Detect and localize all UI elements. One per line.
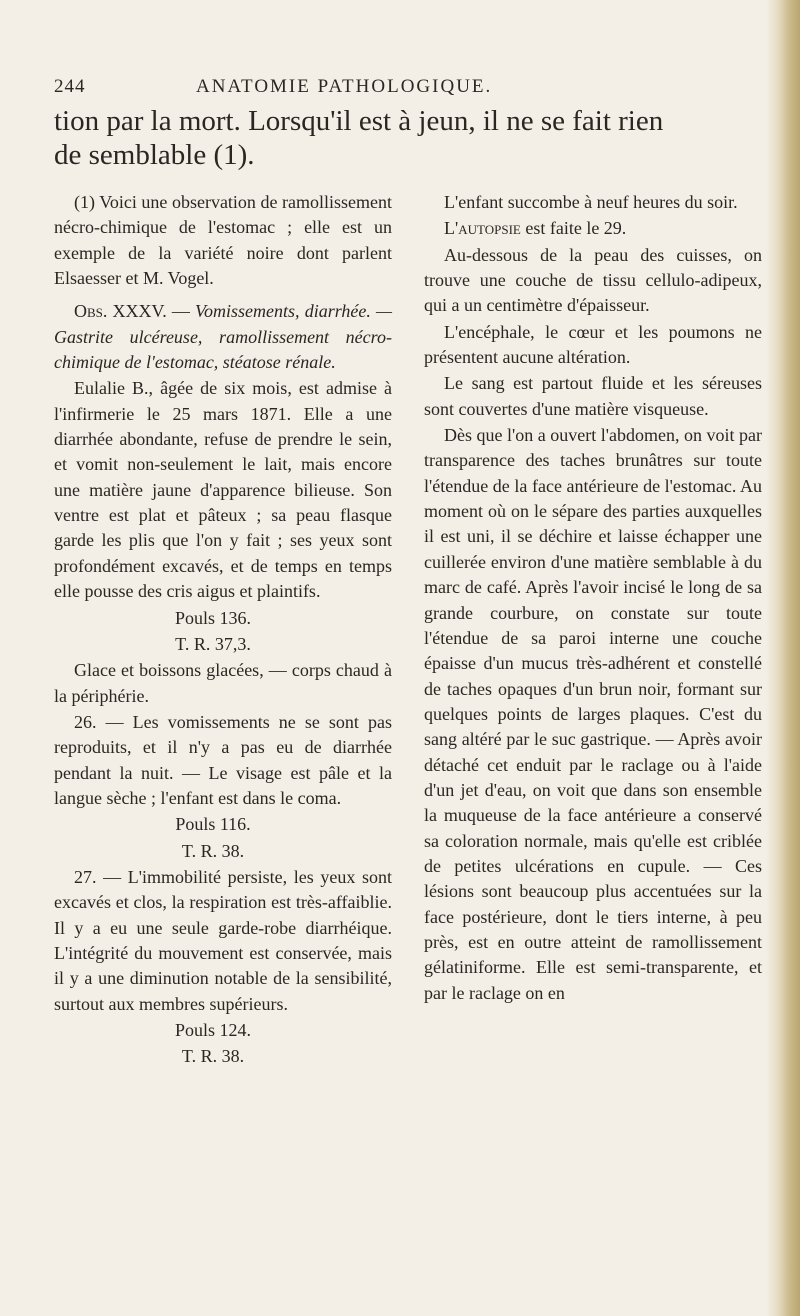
right-column [424,190,762,1006]
running-title: ANATOMIE PATHOLOGIQUE. [196,76,493,97]
paragraph: Dès que l'on a ouvert l'abdomen, on voit par transparence des taches brunâtres sur toute l'étendue de la face antérieure de l'estomac. Au moment où on le sépare des parties auxquelles il est uni, il se déchire et laisse échapper une cuillerée environ d'une matière semblable à du marc de café. Après l'avoir incisé le long de sa grande courbure, on constate sur toute l'étendue de sa paroi interne une couche épaisse d'un mucus très-adhérent et constellé de taches opaques d'un brun noir, formant sur quelques points de larges plaques. C'est du sang altéré par le suc gastrique. — Après avoir détaché cet enduit par le raclage ou à l'aide d'un jet d'eau, on voit que dans son ensemble la muqueuse de la face antérieure a conservé sa coloration normale, mais qu'elle est criblée de petites ulcérations en cupule. — Ces lésions sont beaucoup plus accentuées sur la face postérieure, dont le tiers interne, à peu près, est en outre atteint de ramollissement gélatiniforme. Elle est semi-transparente, et par le raclage on en [424,425,762,1003]
paragraph: Au-dessous de la peau des cuisses, on trouve une couche de tissu cellulo-adipeux, qui a un centimètre d'épaisseur. [424,244,762,316]
lead-text [54,104,794,172]
observation-label: Obs. XXXV. — [74,301,190,322]
paragraph: Glace et boissons glacées, — corps chaud à la périphérie. [54,660,392,706]
paragraph: Eulalie B., âgée de six mois, est admise à l'infirmerie le 25 mars 1871. Elle a une diarrhée abondante, refuse de prendre le sein, et vomit non-seulement le lait, mais encore une matière jaune d'apparence bilieuse. Son ventre est plat et pâteux ; sa peau flasque garde les plis que l'on y fait ; ses yeux sont profondément excavés, et de temps en temps elle pousse des cris aigus et plaintifs. [54,378,392,602]
page-edge-shadow [766,0,800,1316]
paragraph: 26. — Les vomissements ne se sont pas reproduits, et il n'y a pas eu de diarrhée pendant la nuit. — Le visage est pâle et la langue sèche ; l'enfant est dans le coma. [54,711,392,808]
lead-line-1: tion par la mort. Lorsqu'il est à jeun, il ne se fait rien [54,105,664,137]
observation-title: Vomissements, diarrhée. — Gastrite ulcéreuse, ramollissement nécro-chimique de l'estomac, stéatose rénale. [54,301,393,373]
paragraph: L'enfant succombe à neuf heures du soir. [444,192,738,212]
autopsy-text: est faite le 29. [525,218,627,239]
pulse-reading: Pouls 124. [174,1020,252,1040]
temperature-reading: T. R. 38. [181,840,245,861]
pulse-reading: Pouls 116. [175,814,251,835]
temperature-reading: T. R. 38. [181,1046,245,1067]
left-column [54,190,392,1070]
paragraph: 27. — L'immobilité persiste, les yeux sont excavés et clos, la respiration est très-affaiblie. Il y a eu une seule garde-robe diarrhéique. L'intégrité du mouvement est conservée, mais il y a une diminution notable de la sensibilité, surtout aux membres supérieurs. [54,866,392,1014]
page-header [54,76,754,106]
footnote: (1) Voici une observation de ramollissement nécro-chimique de l'estomac ; elle est un exemple de la variété noire dont parlent Elsaesser et M. Vogel. [54,192,392,289]
observation-heading [54,299,392,375]
paragraph: Le sang est partout fluide et les séreuses sont couvertes d'une matière visqueuse. [424,373,762,419]
lead-line-2: de semblable (1). [54,139,255,171]
paragraph: L'encéphale, le cœur et les poumons ne présentent aucune altération. [424,321,762,368]
temperature-reading: T. R. 37,3. [175,633,251,654]
page-number: 244 [54,76,86,97]
autopsy-label: L'autopsie [444,218,521,239]
pulse-reading: Pouls 136. [174,607,252,628]
autopsy-paragraph [424,216,762,241]
